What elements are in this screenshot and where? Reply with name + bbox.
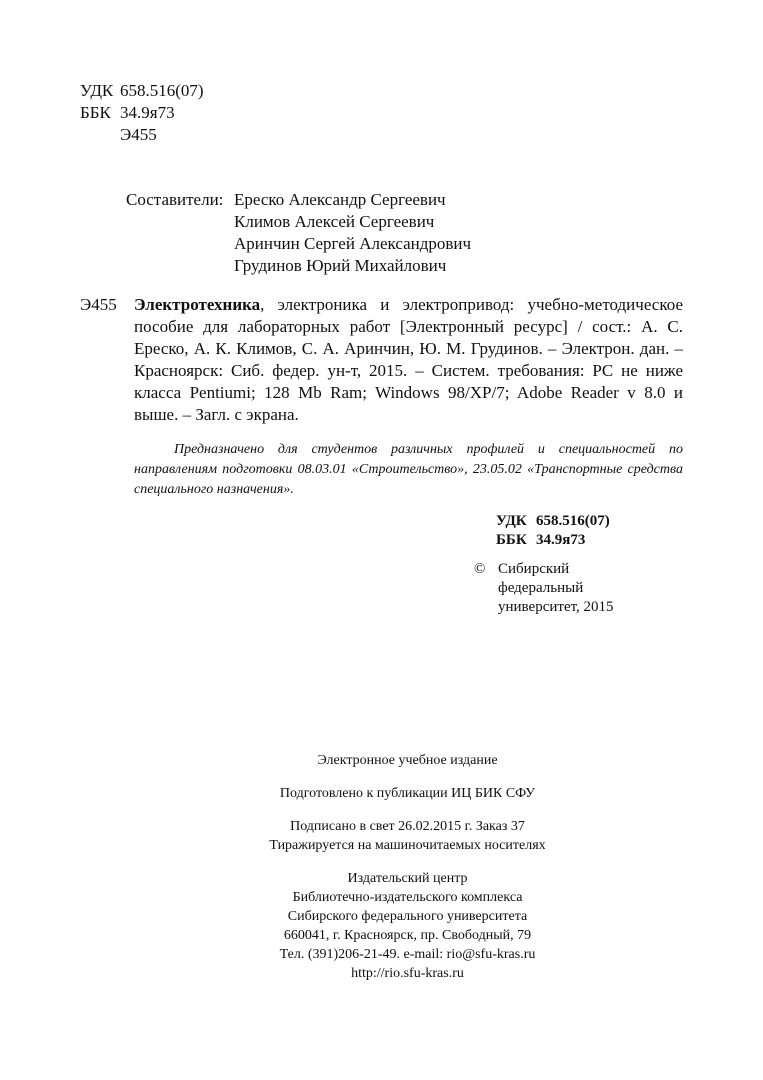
bbk-value: 34.9я73 [536,532,586,548]
compiler-name: Грудинов Юрий Михайлович [234,256,447,275]
bibliographic-description [134,294,683,426]
bbk-row [80,102,204,124]
publisher-website: http://rio.sfu-kras.ru [351,966,464,981]
edition-type: Электронное учебное издание [317,753,498,768]
compilers-block [126,189,471,277]
signed-line: Подписано в свет 26.02.2015 г. Заказ 37 [290,819,525,834]
udk-value: 658.516(07) [536,513,610,529]
bbk-label: ББК [80,103,111,122]
publisher-line: Сибирского федерального университета [287,909,528,924]
bibliographic-title: Электротехника [134,295,261,314]
copyright-symbol: © [474,561,486,577]
publisher-line: Библиотечно-издательского комплекса [292,890,523,905]
compiler-name: Климов Алексей Сергеевич [234,212,435,231]
bibliographic-text: , электроника и электропривод: учебно-методическое пособие для лабораторных работ [Электронный ресурс] / сост.: А. С. Ереско, А. К. Климов, С. А. Аринчин, Ю. М. Грудинов. – Электрон. дан. – Красноярск: Сиб. федер. ун-т, 2015. – Систем. требования: PC не ниже класса Pentiumi; 128 Mb Ram; Windows 98/XP/7; Adobe Reader v 8.0 и выше. – Загл. с экрана. [134,295,683,424]
compiler-name: Ереско Александр Сергеевич [234,190,446,209]
author-mark: Э455 [120,125,157,144]
compilers-label: Составители: [126,190,224,209]
copyright-block [474,560,614,617]
bold-classification-codes [496,512,610,550]
copyright-line: университет, 2015 [498,599,614,615]
bibliographic-code: Э455 [80,295,117,314]
top-classification-codes [80,80,204,146]
bbk-value: 34.9я73 [120,103,175,122]
author-mark-row [80,124,204,146]
imprint-block [0,751,763,983]
publisher-line: Издательский центр [347,871,468,886]
replicated-line: Тиражируется на машиночитаемых носителях [269,838,546,853]
publisher-contact: Тел. (391)206-21-49. e-mail: rio@sfu-kras.ru [279,947,536,962]
udk-label: УДК [80,81,114,100]
udk-value: 658.516(07) [120,81,204,100]
udk-label: УДК [496,513,527,529]
publisher-address: 660041, г. Красноярск, пр. Свободный, 79 [283,928,532,943]
udk-row [80,80,204,102]
bbk-label: ББК [496,532,527,548]
compiler-name: Аринчин Сергей Александрович [234,234,472,253]
annotation: Предназначено для студентов различных профилей и специальностей по направлениям подготовки 08.03.01 «Строительство», 23.05.02 «Транспортные средства специального назначения». [134,442,683,497]
copyright-line: федеральный [498,580,584,596]
prepared-line: Подготовлено к публикации ИЦ БИК СФУ [279,786,536,801]
copyright-line: Сибирский [498,561,570,577]
